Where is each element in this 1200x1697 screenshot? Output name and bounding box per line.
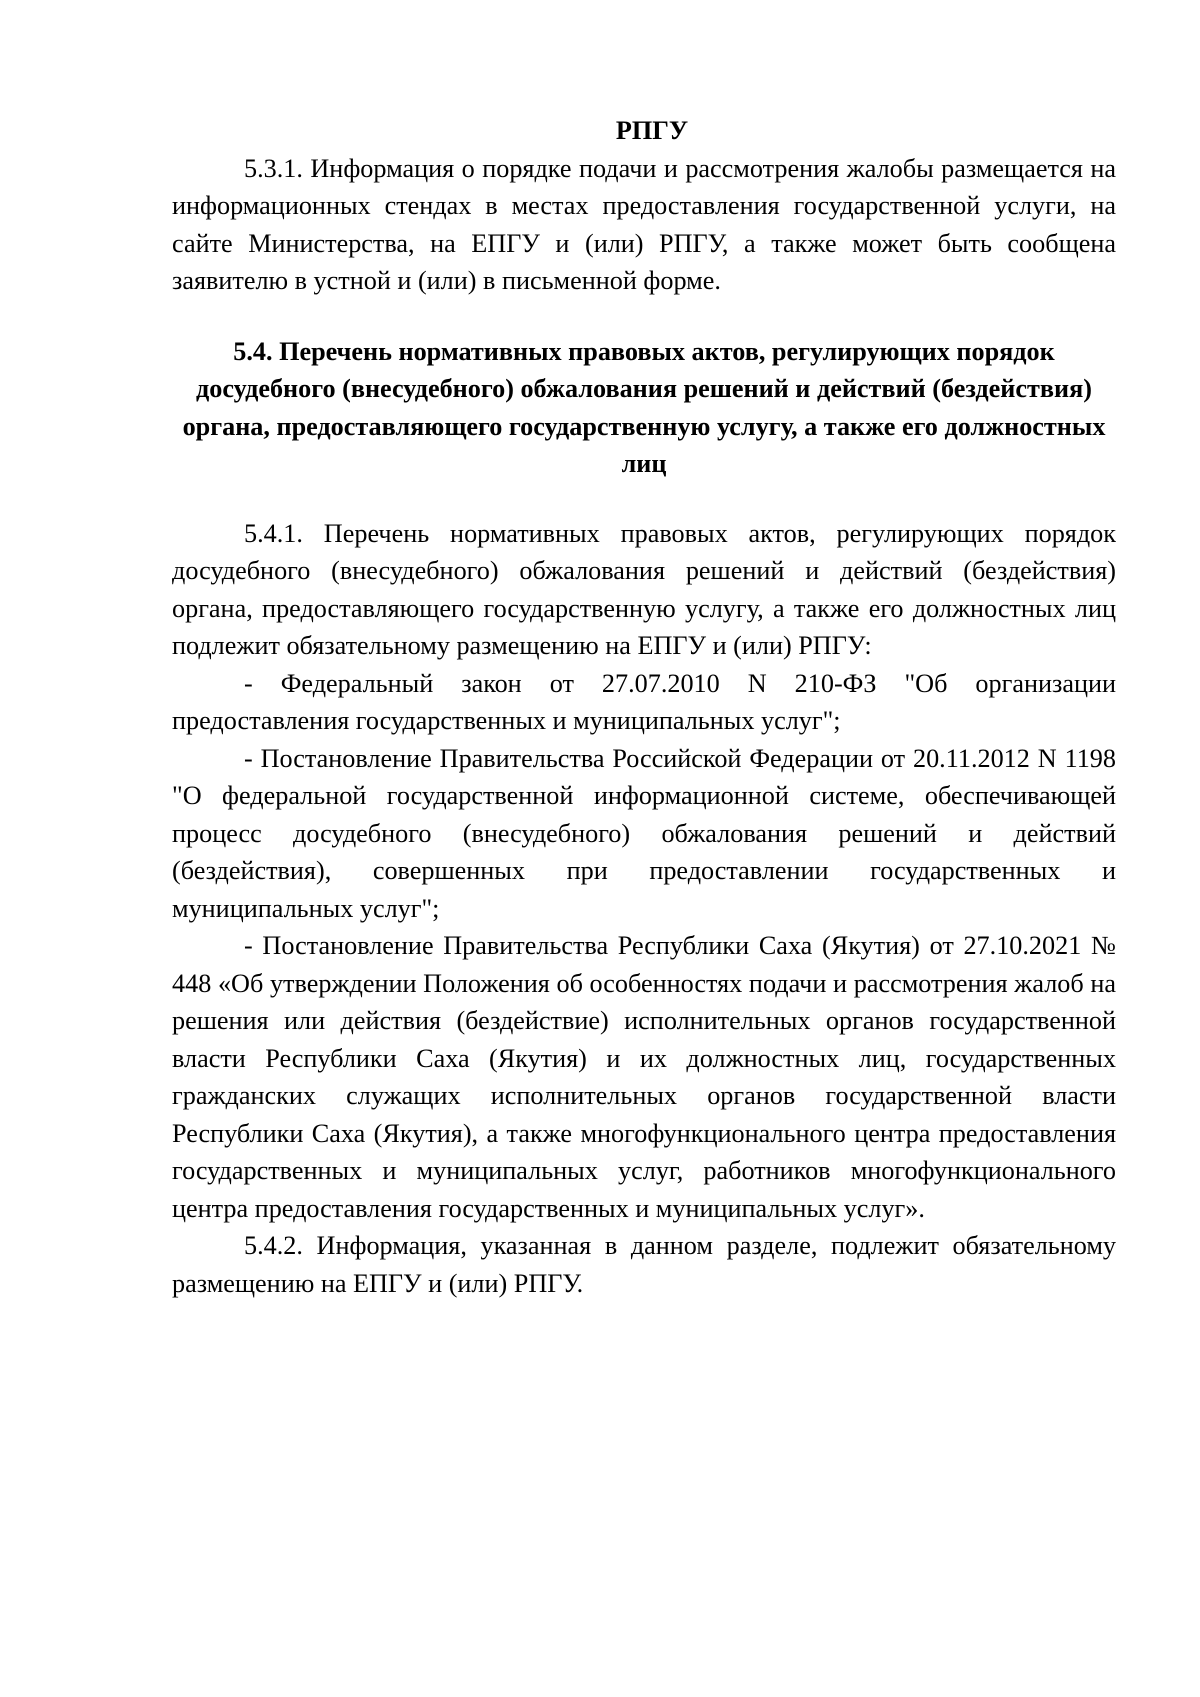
section-heading-5-4: 5.4. Перечень нормативных правовых актов, регулирующих порядок досудебного (внесудебного) обжалования решений и действий (бездействия) органа, предоставляющего государственную услугу, а также его должностных лиц — [182, 336, 1106, 478]
list-item-yakutia-government-resolution: - Постановление Правительства Республики Саха (Якутия) от 27.10.2021 № 448 «Об утверждении Положения об особенностях подачи и рассмотрения жалоб на решения или действия (бездействие) исполнительных органов государственной власти Республики Саха (Якутия) и их должностных лиц, государственных гражданских служащих исполнительных органов государственной власти Республики Саха (Якутия), а также многофункционального центра предоставления государственных и муниципальных услуг, работников многофункционального центра предоставления государственных и муниципальных услуг». — [172, 931, 1116, 1223]
top-heading: РПГУ — [615, 116, 689, 145]
paragraph-5-3-1: 5.3.1. Информация о порядке подачи и рассмотрения жалобы размещается на информационных стендах в местах предоставления государственной услуги, на сайте Министерства, на ЕПГУ и (или) РПГУ, а также может быть сообщена заявителю в устной и (или) в письменной форме. — [172, 153, 1116, 295]
paragraph-5-4-2: 5.4.2. Информация, указанная в данном разделе, подлежит обязательному размещению на ЕПГУ и (или) РПГУ. — [172, 1231, 1116, 1298]
paragraph-5-4-1: 5.4.1. Перечень нормативных правовых актов, регулирующих порядок досудебного (внесудебного) обжалования решений и действий (бездействия) органа, предоставляющего государственную услугу, а также его должностных лиц подлежит обязательному размещению на ЕПГУ и (или) РПГУ: — [172, 518, 1116, 660]
list-item-rf-government-resolution: - Постановление Правительства Российской Федерации от 20.11.2012 N 1198 "О федеральной государственной информационной системе, обеспечивающей процесс досудебного (внесудебного) обжалования решений и действий (бездействия), совершенных при предоставлении государственных и муниципальных услуг"; — [172, 743, 1116, 923]
document-page — [172, 112, 1116, 1302]
list-item-federal-law: - Федеральный закон от 27.07.2010 N 210-ФЗ "Об организации предоставления государственных и муниципальных услуг"; — [172, 668, 1116, 735]
